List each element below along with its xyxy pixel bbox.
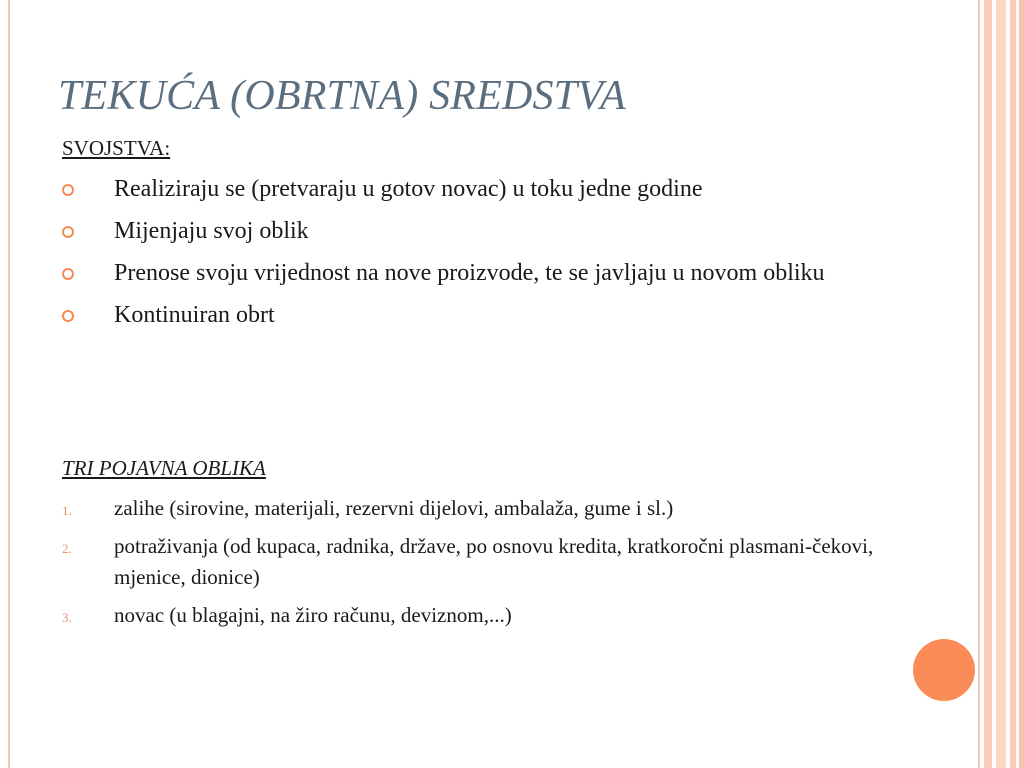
left-border-line <box>8 0 10 768</box>
numbered-list <box>62 493 882 638</box>
list-item <box>62 298 882 332</box>
list-item <box>62 531 882 593</box>
bullet-list <box>62 172 882 340</box>
list-item <box>62 600 882 631</box>
list-number: 3. <box>62 610 72 625</box>
bullet-ring-icon <box>62 310 74 322</box>
list-item-text: Prenose svoju vrijednost na nove proizvode, te se javljaju u novom obliku <box>114 260 825 286</box>
list-item-text: Kontinuiran obrt <box>114 302 275 328</box>
list-number: 2. <box>62 541 72 556</box>
list-item <box>62 493 882 524</box>
right-stripe <box>978 0 980 768</box>
list-item <box>62 256 882 290</box>
section-heading-pojavna-oblika: TRI POJAVNA OBLIKA <box>62 456 266 480</box>
right-stripe <box>984 0 992 768</box>
list-number: 1. <box>62 503 72 518</box>
list-item-text: zalihe (sirovine, materijali, rezervni dijelovi, ambalaža, gume i sl.) <box>114 496 674 520</box>
orange-circle-icon <box>913 639 975 701</box>
section-heading-svojstva: SVOJSTVA: <box>62 136 171 160</box>
slide-title: TEKUĆA (OBRTNA) SREDSTVA <box>58 73 626 119</box>
list-item-text: potraživanja (od kupaca, radnika, države, po osnovu kredita, kratkoročni plasmani-čekovi, mjenice, dionice) <box>114 534 874 589</box>
right-stripe <box>1010 0 1016 768</box>
list-item-text: novac (u blagajni, na žiro računu, deviznom,...) <box>114 603 512 627</box>
bullet-ring-icon <box>62 184 74 196</box>
list-item-text: Realiziraju se (pretvaraju u gotov novac) u toku jedne godine <box>114 176 703 202</box>
right-stripe <box>996 0 1006 768</box>
list-item <box>62 172 882 206</box>
bullet-ring-icon <box>62 226 74 238</box>
list-item <box>62 214 882 248</box>
list-item-text: Mijenjaju svoj oblik <box>114 218 309 244</box>
right-stripe <box>1019 0 1024 768</box>
bullet-ring-icon <box>62 268 74 280</box>
